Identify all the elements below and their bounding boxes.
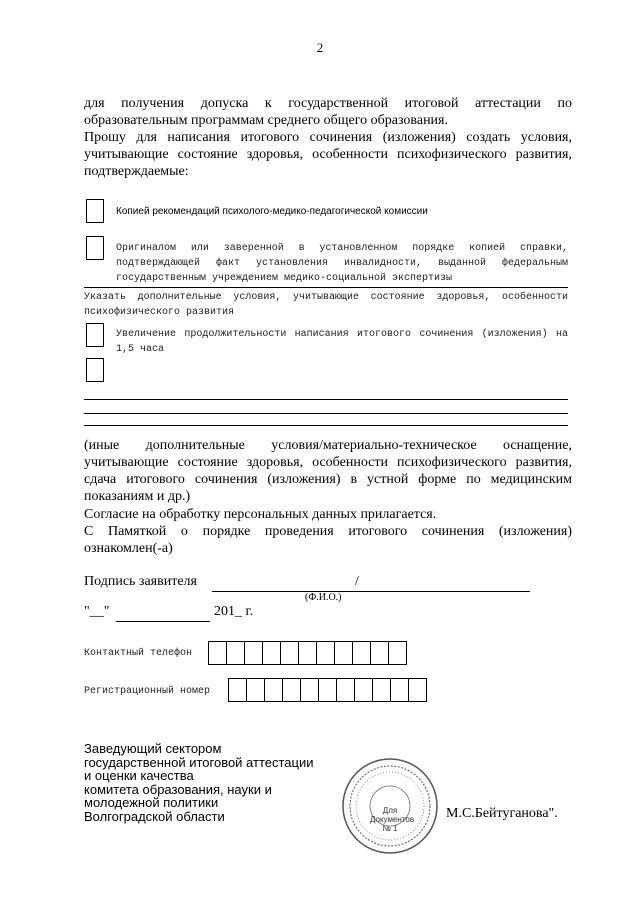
phone-cell[interactable] bbox=[388, 641, 407, 665]
page-number: 2 bbox=[316, 40, 324, 55]
phone-cells[interactable] bbox=[209, 641, 407, 665]
registration-cell[interactable] bbox=[390, 678, 409, 702]
checkbox-original-certificate[interactable] bbox=[86, 236, 104, 260]
additional-conditions-heading: Указать дополнительные условия, учитывающие состояние здоровья, особенности психофизического развития bbox=[84, 292, 568, 318]
phone-cell[interactable] bbox=[334, 641, 353, 665]
registration-cell[interactable] bbox=[336, 678, 355, 702]
request-paragraph: Прошу для написания итогового сочинения (изложения) создать условия, учитывающие состояние здоровья, особенности психофизического развития, подтверждаемые: bbox=[84, 130, 572, 179]
date-day: "__" bbox=[84, 604, 110, 619]
registration-cell[interactable] bbox=[318, 678, 337, 702]
option-recommendations-label: Копией рекомендаций психолого-медико-педагогической комиссии bbox=[116, 206, 428, 217]
phone-cell[interactable] bbox=[298, 641, 317, 665]
phone-cell[interactable] bbox=[370, 641, 389, 665]
official-line: комитета образования, науки и bbox=[84, 781, 272, 797]
separator-line bbox=[84, 287, 568, 288]
consent-note: Согласие на обработку персональных данных прилагается. bbox=[84, 507, 437, 522]
signature-field[interactable] bbox=[212, 591, 530, 592]
fio-caption: (Ф.И.О.) bbox=[305, 592, 342, 603]
official-line: и оценки качества bbox=[84, 768, 194, 783]
registration-cell[interactable] bbox=[264, 678, 283, 702]
official-line: государственной итоговой аттестации bbox=[84, 754, 314, 770]
official-line: молодежной политики bbox=[84, 795, 219, 810]
official-line: Заведующий сектором bbox=[84, 741, 222, 756]
phone-cell[interactable] bbox=[280, 641, 299, 665]
checkbox-recommendations[interactable] bbox=[86, 199, 104, 223]
registration-cell[interactable] bbox=[228, 678, 247, 702]
phone-cell[interactable] bbox=[262, 641, 281, 665]
signature-label: Подпись заявителя bbox=[84, 574, 197, 589]
option-certificate-label: Оригиналом или заверенной в установленном порядке копией справки, подтверждающей факт установления инвалидности, выданной федеральным государственным учреждением медико-социальной экспертизы bbox=[116, 243, 568, 284]
phone-cell[interactable] bbox=[316, 641, 335, 665]
intro-paragraph: для получения допуска к государственной итоговой аттестации по образовательным программам среднего общего образования. bbox=[84, 96, 572, 128]
checkbox-other[interactable] bbox=[86, 358, 104, 382]
signature-slash: / bbox=[355, 574, 359, 589]
registration-cell[interactable] bbox=[408, 678, 427, 702]
registration-cell[interactable] bbox=[300, 678, 319, 702]
official-name: М.С.Бейтуганова". bbox=[446, 806, 558, 821]
checkbox-extend-time[interactable] bbox=[86, 323, 104, 347]
registration-cell[interactable] bbox=[354, 678, 373, 702]
registration-cell[interactable] bbox=[282, 678, 301, 702]
registration-cell[interactable] bbox=[246, 678, 265, 702]
official-line: Волгоградской области bbox=[84, 808, 225, 824]
phone-cell[interactable] bbox=[352, 641, 371, 665]
phone-cell[interactable] bbox=[208, 641, 227, 665]
registration-cells[interactable] bbox=[229, 678, 427, 702]
date-month-field[interactable] bbox=[116, 621, 210, 622]
phone-label: Контактный телефон bbox=[84, 648, 193, 659]
official-title-block bbox=[84, 742, 354, 823]
registration-label: Регистрационный номер bbox=[84, 686, 211, 697]
blank-line[interactable] bbox=[84, 413, 568, 414]
phone-cell[interactable] bbox=[244, 641, 263, 665]
memo-note: С Памяткой о порядке проведения итогового сочинения (изложения) ознакомлен(-а) bbox=[84, 524, 572, 556]
other-conditions-note: (иные дополнительные условия/материально-техническое оснащение, учитывающие состояние здоровья, особенности психофизического развития, сдача итогового сочинения (изложения) в устной форме по медицинским показаниям и др.) bbox=[84, 438, 572, 504]
registration-cell[interactable] bbox=[372, 678, 391, 702]
option-extend-time-label: Увеличение продолжительности написания итогового сочинения (изложения) на 1,5 часа bbox=[116, 329, 568, 355]
stamp-text: Для Документов № 1 bbox=[370, 806, 415, 833]
date-year: 201_ г. bbox=[214, 604, 254, 619]
blank-line[interactable] bbox=[84, 399, 568, 400]
blank-line[interactable] bbox=[84, 425, 568, 426]
phone-cell[interactable] bbox=[226, 641, 245, 665]
